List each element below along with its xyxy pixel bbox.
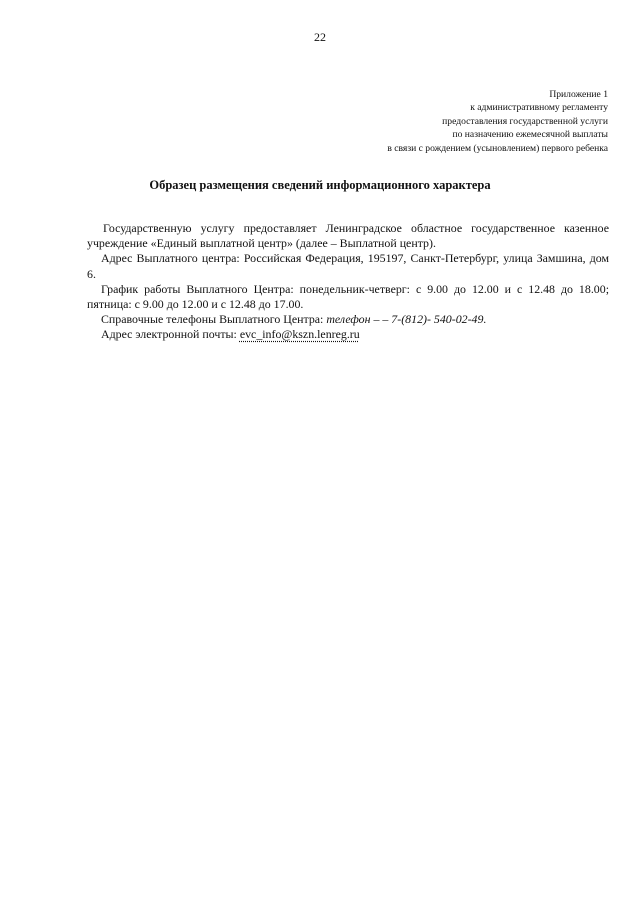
paragraph-email <box>87 327 609 342</box>
appendix-line: в связи с рождением (усыновлением) первого ребенка <box>387 142 608 154</box>
page-number: 22 <box>314 30 326 44</box>
appendix-line: предоставления государственной услуги <box>442 115 608 127</box>
paragraph-schedule: График работы Выплатного Центра: понедельник-четверг: с 9.00 до 12.00 и с 12.48 до 18.00; пятница: с 9.00 до 12.00 и с 12.48 до 17.00. <box>87 281 609 312</box>
phone-number: телефон – – 7-(812)- 540-02-49. <box>326 312 487 327</box>
phones-label: Справочные телефоны Выплатного Центра: <box>101 312 327 327</box>
email-link[interactable]: evc_info@kszn.lenreg.ru <box>239 327 360 342</box>
appendix-line: по назначению ежемесячной выплаты <box>452 129 608 141</box>
paragraph-service-provider: Государственную услугу предоставляет Ленинградское областное государственное казенное учреждение «Единый выплатной центр» (далее – Выплатной центр). <box>87 221 609 251</box>
paragraph-address: Адрес Выплатного центра: Российская Федерация, 195197, Санкт-Петербург, улица Замшина, дом 6. <box>87 251 609 281</box>
document-title: Образец размещения сведений информационного характера <box>149 178 491 192</box>
appendix-line: к административному регламенту <box>470 102 608 114</box>
email-label: Адрес электронной почты: <box>101 327 240 342</box>
appendix-line: Приложение 1 <box>549 89 608 100</box>
document-body <box>87 221 609 343</box>
appendix-heading <box>278 88 608 155</box>
paragraph-phones <box>87 312 609 327</box>
